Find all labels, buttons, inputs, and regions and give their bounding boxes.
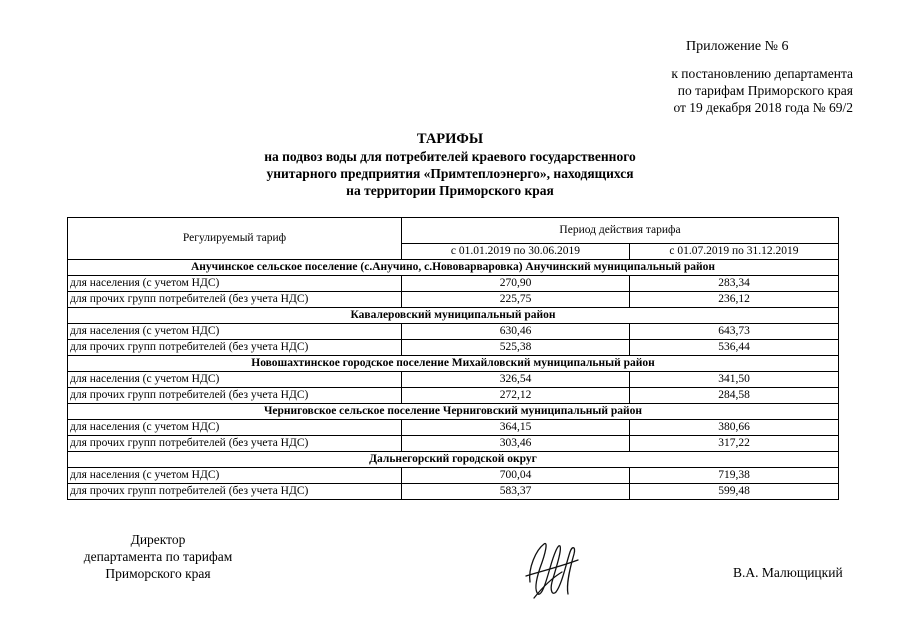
document-title — [100, 131, 800, 199]
annex-number: Приложение № 6 — [686, 39, 789, 54]
row-label: для прочих групп потребителей (без учета НДС) — [68, 292, 402, 308]
row-label: для прочих групп потребителей (без учета НДС) — [68, 388, 402, 404]
period-1-value: 270,90 — [402, 276, 630, 292]
table-row — [68, 388, 839, 404]
annex-ref-line: по тарифам Приморского края — [677, 83, 853, 98]
period-2-value: 599,48 — [630, 484, 839, 500]
header-regulated-tariff: Регулируемый тариф — [68, 218, 402, 260]
header-period-2: с 01.07.2019 по 31.12.2019 — [630, 244, 839, 260]
row-label: для прочих групп потребителей (без учета НДС) — [68, 484, 402, 500]
period-2-value: 317,22 — [630, 436, 839, 452]
period-2-value: 284,58 — [630, 388, 839, 404]
period-1-value: 225,75 — [402, 292, 630, 308]
tariff-table-body — [68, 260, 839, 500]
period-2-value: 341,50 — [630, 372, 839, 388]
title-line: на подвоз воды для потребителей краевого государственного — [264, 149, 636, 164]
row-label: для населения (с учетом НДС) — [68, 420, 402, 436]
period-1-value: 364,15 — [402, 420, 630, 436]
table-row — [68, 372, 839, 388]
header-period: Период действия тарифа — [402, 218, 839, 244]
table-row — [68, 340, 839, 356]
table-row — [68, 468, 839, 484]
table-row — [68, 324, 839, 340]
section-name: Дальнегорский городской округ — [68, 452, 839, 468]
row-label: для прочих групп потребителей (без учета НДС) — [68, 436, 402, 452]
period-1-value: 326,54 — [402, 372, 630, 388]
annex-reference — [671, 65, 853, 116]
period-1-value: 583,37 — [402, 484, 630, 500]
section-name: Черниговское сельское поселение Черниговский муниципальный район — [68, 404, 839, 420]
period-2-value: 643,73 — [630, 324, 839, 340]
table-row — [68, 292, 839, 308]
period-2-value: 380,66 — [630, 420, 839, 436]
table-row — [68, 420, 839, 436]
table-row — [68, 276, 839, 292]
signer-position — [58, 531, 258, 582]
section-name: Новошахтинское городское поселение Михайловский муниципальный район — [68, 356, 839, 372]
section-name: Кавалеровский муниципальный район — [68, 308, 839, 324]
period-2-value: 536,44 — [630, 340, 839, 356]
section-row — [68, 404, 839, 420]
tariff-table — [67, 217, 839, 500]
row-label: для населения (с учетом НДС) — [68, 324, 402, 340]
signer-name: В.А. Малющицкий — [733, 565, 843, 580]
row-label: для прочих групп потребителей (без учета НДС) — [68, 340, 402, 356]
title-main: ТАРИФЫ — [416, 131, 484, 147]
row-label: для населения (с учетом НДС) — [68, 276, 402, 292]
period-1-value: 303,46 — [402, 436, 630, 452]
row-label: для населения (с учетом НДС) — [68, 468, 402, 484]
signer-position-line: Директор — [130, 532, 186, 547]
section-row — [68, 308, 839, 324]
signer-position-line: департамента по тарифам — [83, 549, 233, 564]
annex-ref-line: к постановлению департамента — [671, 66, 853, 81]
period-1-value: 272,12 — [402, 388, 630, 404]
signer-position-line: Приморского края — [105, 566, 211, 581]
title-line: на территории Приморского края — [346, 183, 554, 198]
section-row — [68, 356, 839, 372]
period-2-value: 283,34 — [630, 276, 839, 292]
table-row — [68, 484, 839, 500]
table-row — [68, 436, 839, 452]
period-1-value: 630,46 — [402, 324, 630, 340]
handwritten-signature-icon — [522, 538, 582, 600]
header-period-1: с 01.01.2019 по 30.06.2019 — [402, 244, 630, 260]
period-2-value: 719,38 — [630, 468, 839, 484]
annex-ref-line: от 19 декабря 2018 года № 69/2 — [673, 100, 853, 115]
section-name: Анучинское сельское поселение (с.Анучино, с.Нововарваровка) Анучинский муниципальный район — [68, 260, 839, 276]
period-1-value: 525,38 — [402, 340, 630, 356]
section-row — [68, 260, 839, 276]
period-1-value: 700,04 — [402, 468, 630, 484]
row-label: для населения (с учетом НДС) — [68, 372, 402, 388]
title-line: унитарного предприятия «Примтеплоэнерго», находящихся — [266, 166, 634, 181]
period-2-value: 236,12 — [630, 292, 839, 308]
section-row — [68, 452, 839, 468]
